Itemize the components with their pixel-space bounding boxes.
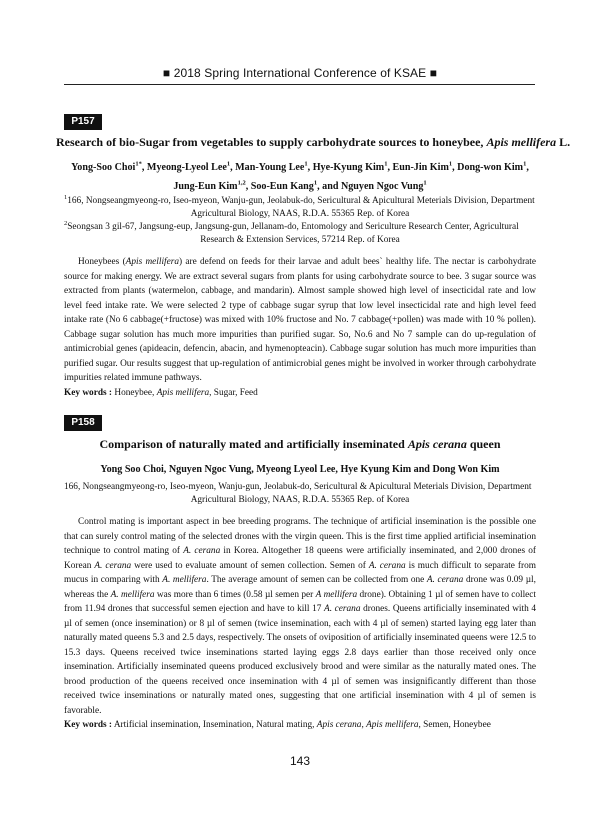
author-affiliation-marker: 1 xyxy=(423,179,427,187)
species-name: A. mellifera xyxy=(110,589,155,600)
species-name: A. mellifera xyxy=(162,575,207,585)
text-segment: in Korea. Altogether 18 queens were artificially inseminated, and 2,000 drones of Korean xyxy=(64,546,537,571)
author-line: Jung-Eun Kim$^{1,2}$, Soo-Eun Kang$^1$, and Nguyen Ngoc Vung$^1$ xyxy=(173,179,427,192)
author-list: Yong Soo Choi, Nguyen Ngoc Vung, Myeong Lyeol Lee, Hye Kyung Kim and Dong Won Kim xyxy=(100,464,500,475)
text-segment: were used to evaluate amount of semen collection. Semen of xyxy=(131,560,369,571)
text-segment: is much difficult to separate from mucus in comparing with xyxy=(64,560,536,585)
text-segment: , Semen, Honeybee xyxy=(418,720,491,730)
header-divider xyxy=(64,84,535,85)
species-name: A. cerana xyxy=(324,604,361,614)
affiliation-text: 166, Nongseangmyeong-ro, Iseo-myeon, Wanju-gun, Jeolabuk-do, Sericultural & Apicultural Meterials Division, Department xyxy=(67,196,535,206)
affiliation-text: Seongsan 3 gil-67, Jangsung-eup, Jangsung-gun, Jellanam-do, Entomology and Sericulture Research Center, Agricultural xyxy=(67,222,519,232)
keywords-label: Key words : xyxy=(64,720,113,730)
author-name: Myeong-Lyeol Lee xyxy=(146,162,227,173)
author-affiliation-marker: 1 xyxy=(226,160,231,168)
abstract-id-badge: P158 xyxy=(64,415,102,431)
author-affiliation-marker: 1* xyxy=(135,160,142,168)
abstract-text: Honeybees ( xyxy=(78,257,126,267)
keywords-species: Apis mellifera xyxy=(156,387,210,398)
keywords-text: , Sugar, Feed xyxy=(209,387,258,398)
species-name: A. cerana xyxy=(183,546,221,556)
affiliation-marker: 1 xyxy=(64,193,68,201)
affiliation-line: Research & Extension Services, 57214 Rep. of Korea xyxy=(200,234,400,245)
affiliation-2 xyxy=(64,221,536,246)
text-segment: drone). Obtaining 1 µl of semen have to collect from 11.94 drones that successful semen ejection and have to kill 17 xyxy=(64,589,536,614)
abstract-text: ) are defend on feeds for their larvae and adult bees` healthy life. The nectar is carbohydrate source for making energy. We are extract several sugars from plants for using carbohydrate source to bee. 3 sugar source was extracted from plants (watermelon, cabbage, and mandarin). Almost sample showed high level of insecticidal rate and low level feed intake rate. We were selected 2 type of cabbage sugar syrup that low level insecticidal rate and high level feed intake rate (No 6 cabbage(+fructose) was mixed with 10% fructose and No. 7 cabbage(+pollen) was made with 10 % pollen). Cabbage sugar solution has much more impurities than purified sugar. So, No.6 and No 7 sample can do up-regulation of antimicrobial genes (apideacin, defencin, abacin, and hymenopteacin). Cabbage sugar solution has much more impurities than purified sugar. Our results suggest that up-regulation of antimicrobial genes might be involved in worker through carbohydrate impurities related immune pathways. xyxy=(64,257,536,383)
species-name: Apis cerana xyxy=(316,720,362,730)
species-name: A. cerana xyxy=(368,560,406,571)
text-segment: . The average amount of semen can be collected from one xyxy=(206,575,427,585)
abstract-body xyxy=(64,255,536,400)
author-affiliation-marker: 1 xyxy=(304,160,308,168)
abstract-title xyxy=(56,437,544,452)
title-species: Apis mellifera xyxy=(486,135,557,149)
affiliation-line: Agricultural Biology, NAAS, R.D.A. 55365 Rep. of Korea xyxy=(190,494,410,505)
affiliation xyxy=(64,481,536,506)
affiliation-line: Agricultural Biology, NAAS, R.D.A. 55365 Rep. of Korea xyxy=(190,208,410,219)
page-number: 143 xyxy=(289,754,311,768)
title-text: L. xyxy=(556,135,571,149)
author-affiliation-marker: 1 xyxy=(313,179,318,187)
affiliation-1 xyxy=(64,195,536,220)
author-name: Man-Young Lee xyxy=(235,162,305,173)
keywords-text: Honeybee, xyxy=(112,387,157,398)
author-name: and Nguyen Ngoc Vung xyxy=(322,181,424,192)
species-name: Apis mellifera xyxy=(125,257,180,267)
abstract-paragraph xyxy=(64,515,536,718)
affiliation-line xyxy=(64,221,536,234)
abstract-body xyxy=(64,515,536,733)
affiliation-line xyxy=(64,195,536,208)
text-segment: drones. Queens artificially inseminated with 4 µl of semen (once insemination) or 8 µl of semen (twice insemination, each with 4 µl of semen) started laying egg later than naturally mated queens 5.3 and 2.5 days, respectively. The onsets of oviposition of artificially inseminated queens were 12.5 to 15.3 days. Queens received twice inseminations started laying eggs 2.8 days earlier than those received only once insemination. Artificially inseminated queens produced exclusively brood and were similar as the naturally mated ones. The brood production of the queens received once insemination with 4 µl of semen was insignificantly different than those received twice inseminations or naturally mated ones, suggesting that one artificial insemination with 4 µl of semen is favorable. xyxy=(64,604,536,716)
author-name: Yong-Soo Choi xyxy=(71,162,136,173)
text-segment: , xyxy=(361,720,367,730)
species-name: A mellifera xyxy=(315,589,358,600)
author-affiliation-marker: 1,2 xyxy=(237,179,246,187)
keywords-label: Key words : xyxy=(64,387,113,398)
title-text: Research of bio-Sugar from vegetables to supply carbohydrate sources to honeybee, xyxy=(56,135,487,149)
author-name: Hye-Kyung Kim xyxy=(312,162,385,173)
author-name: Dong-won Kim xyxy=(457,162,524,173)
abstract-id-badge: P157 xyxy=(64,114,102,130)
text-segment: Artificial insemination, Insemination, Natural mating, xyxy=(112,720,317,730)
text-segment: drone was 0.09 µl, whereas the xyxy=(64,575,536,600)
affiliation-line: 166, Nongseangmyeong-ro, Iseo-myeon, Wanju-gun, Jeolabuk-do, Sericultural & Apicultural Meterials Division, Department xyxy=(64,482,532,492)
keywords xyxy=(64,386,536,401)
text-segment: was more than 6 times (0.58 µl semen per xyxy=(154,589,316,600)
title-species: Apis cerana xyxy=(407,437,467,451)
abstract-title xyxy=(56,135,571,150)
author-name: Eun-Jin Kim xyxy=(392,162,449,173)
author-line: Yong-Soo Choi$^{1*}$, Myeong-Lyeol Lee$^1$, Man-Young Lee$^1$, Hye-Kyung Kim$^1$, Eun-Jin Kim$^1$, Dong-won Kim$^1$, xyxy=(71,160,529,173)
affiliation-marker: 2 xyxy=(64,219,68,227)
author-name: Jung-Eun Kim xyxy=(173,181,238,192)
abstract-paragraph xyxy=(64,255,536,386)
species-name: A. cerana xyxy=(426,575,464,585)
text-segment: Control mating is important aspect in bee breeding programs. The technique of artificial insemination is the possible one that can surely control mating of the selected drones with the virgin queen. This is the first time applied artificial insemination technique to control mating of xyxy=(64,517,536,556)
species-name: A. cerana xyxy=(94,560,132,571)
keywords xyxy=(64,718,536,733)
title-text: Comparison of naturally mated and artificially inseminated xyxy=(99,437,408,451)
title-text: queen xyxy=(466,437,501,451)
author-list xyxy=(64,158,536,196)
author-affiliation-marker: 1 xyxy=(384,160,388,168)
species-name: Apis mellifera xyxy=(366,720,419,730)
author-name: Soo-Eun Kang xyxy=(250,181,314,192)
conference-header: ■ 2018 Spring International Conference of KSAE ■ xyxy=(162,66,438,80)
author-affiliation-marker: 1 xyxy=(523,160,527,168)
author-affiliation-marker: 1 xyxy=(448,160,453,168)
